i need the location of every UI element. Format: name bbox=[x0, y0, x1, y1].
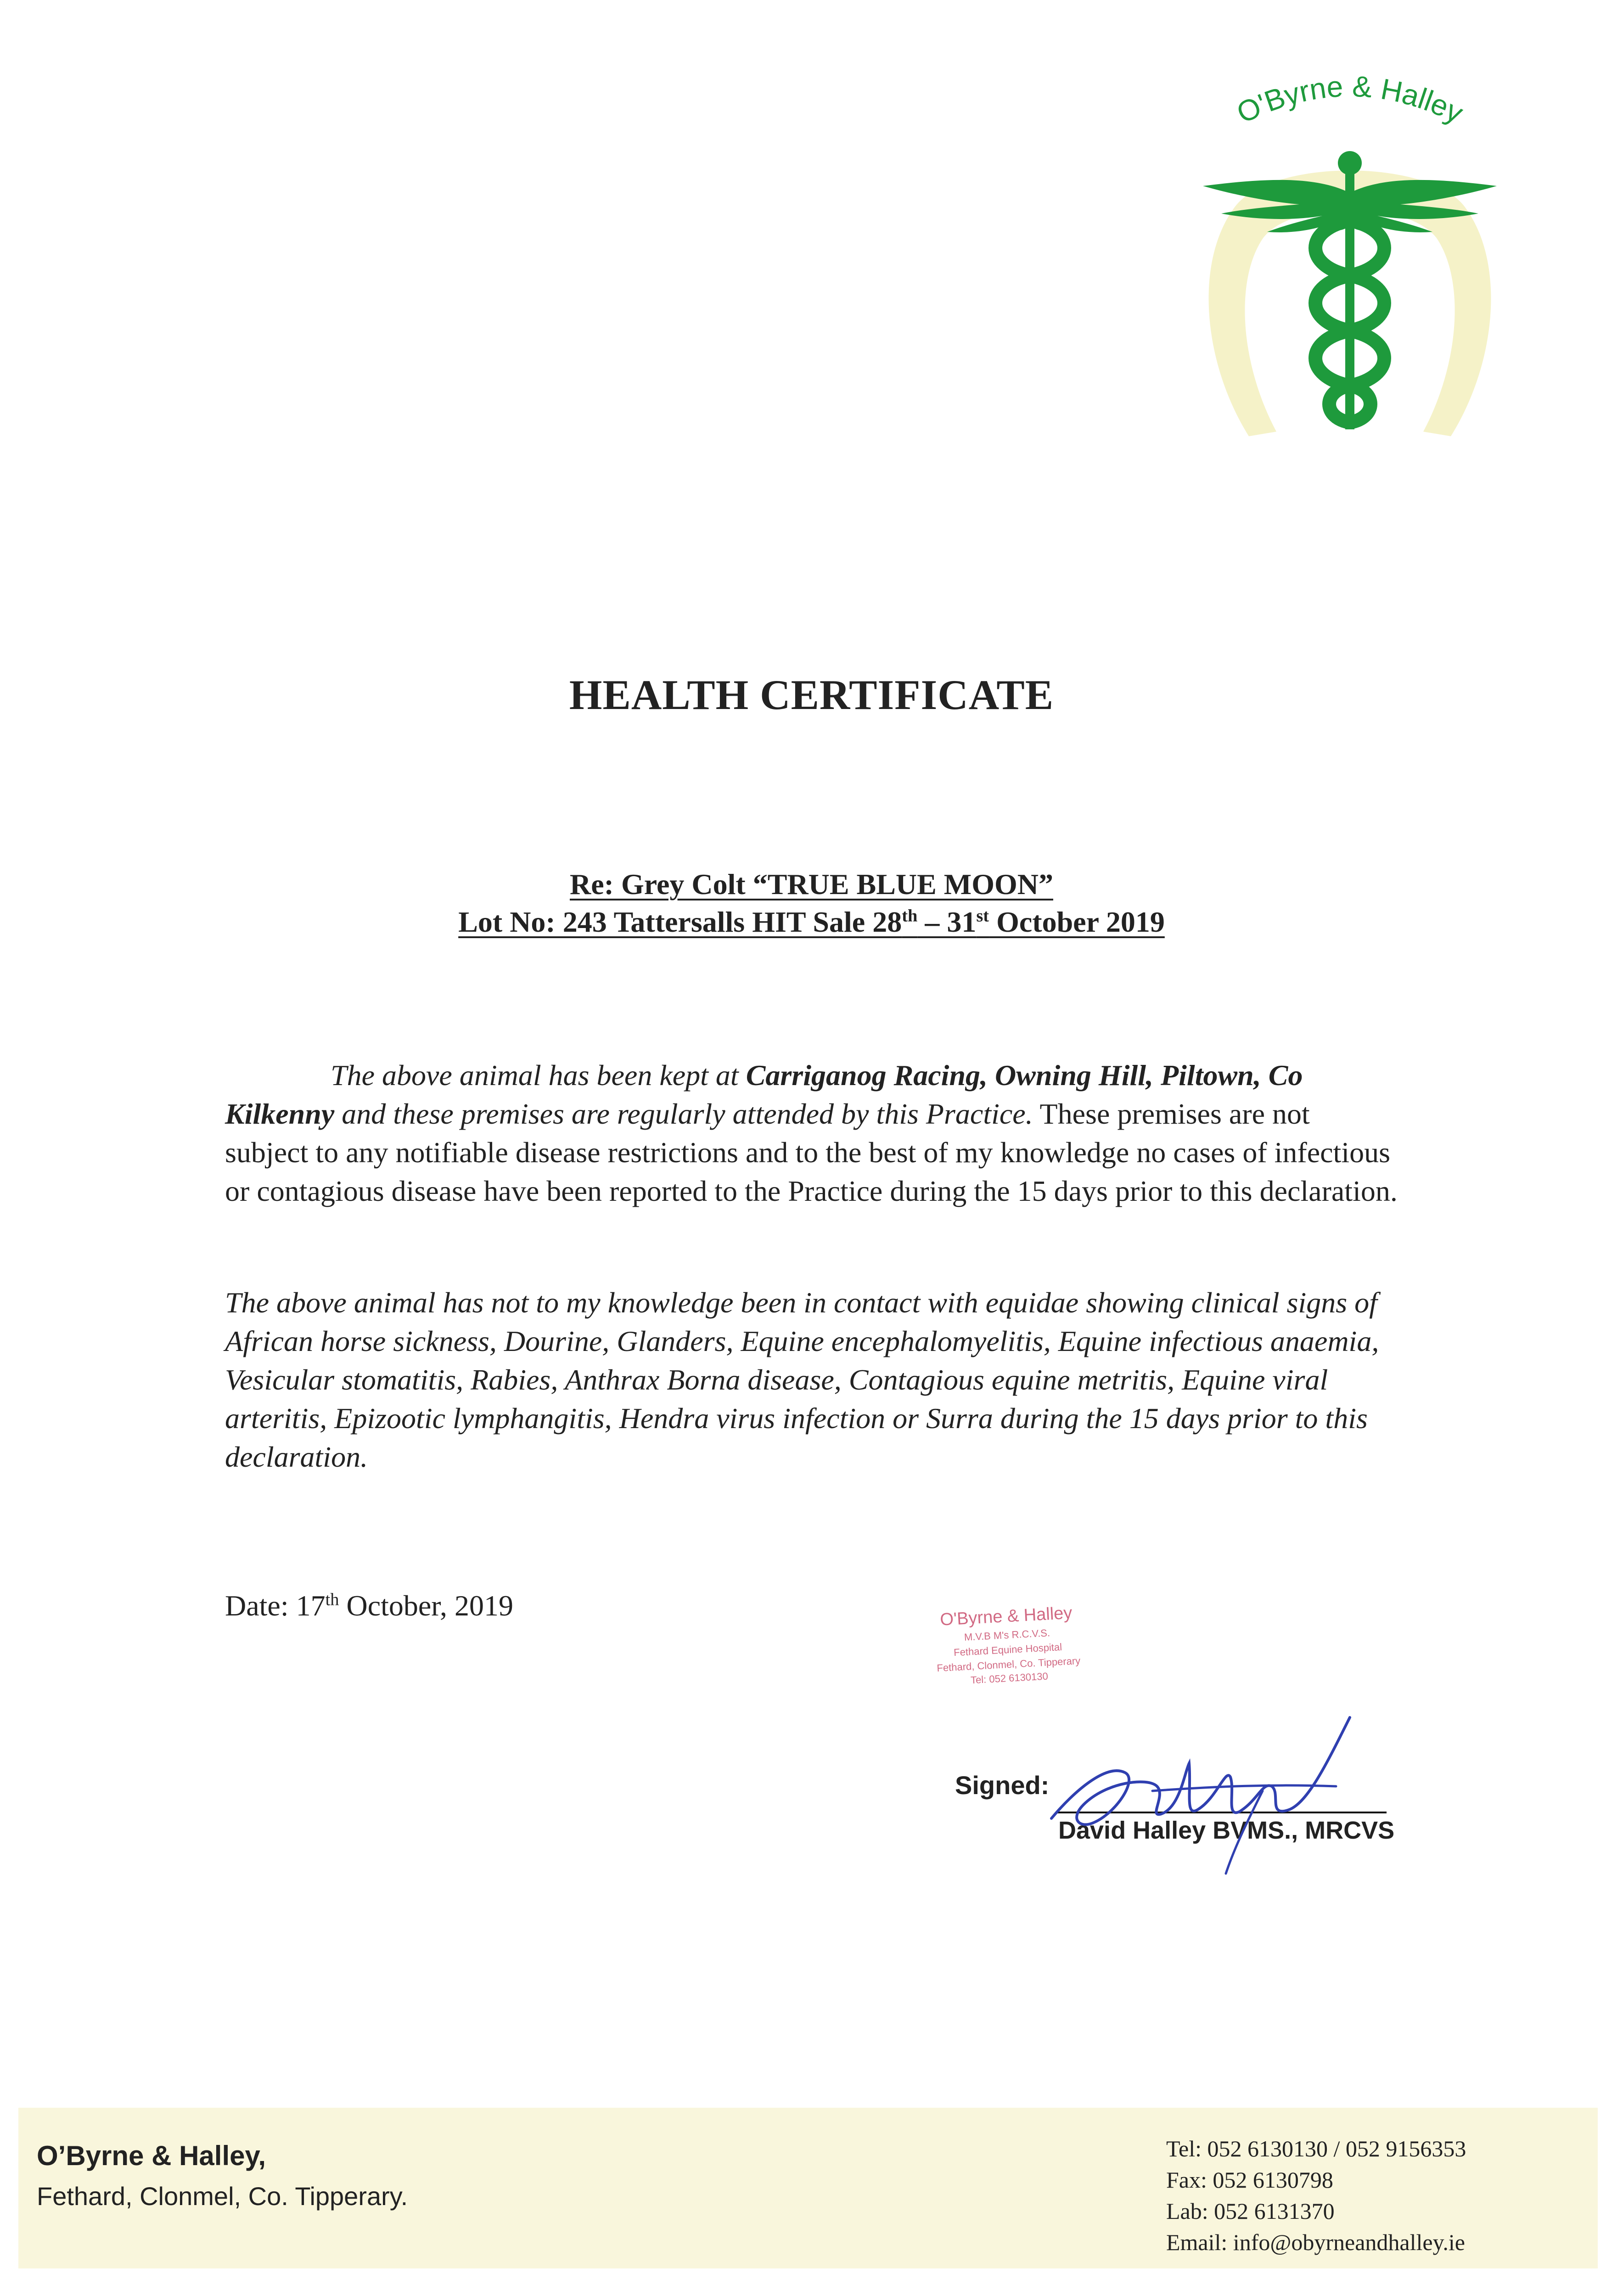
subject-line-horse: Re: Grey Colt “TRUE BLUE MOON” bbox=[570, 868, 1053, 900]
footer-tel: Tel: 052 6130130 / 052 9156353 bbox=[1166, 2136, 1466, 2161]
handwritten-signature bbox=[1033, 1681, 1364, 1883]
signer-name: David Halley BVMS., MRCVS bbox=[1058, 1817, 1395, 1844]
footer-address: Fethard, Clonmel, Co. Tipperary. bbox=[37, 2182, 408, 2211]
footer-fax: Fax: 052 6130798 bbox=[1166, 2167, 1333, 2193]
signed-label: Signed: bbox=[955, 1771, 1050, 1800]
footer-contact-block bbox=[1166, 2133, 1466, 2258]
svg-text:Fethard, Clonmel, Co. Tipperar: Fethard, Clonmel, Co. Tipperary bbox=[936, 1654, 1081, 1674]
premises-paragraph: The above animal has been kept at Carriganog Racing, Owning Hill, Piltown, Co Kilkenny and these premises are regularly attended by this Practice. These premises are not subject to any notifiable disease restrictions and to the best of my knowledge no cases of infectious or contagious disease have been reported to the Practice during the 15 days prior to this declaration. bbox=[225, 1059, 1398, 1207]
document-title: HEALTH CERTIFICATE bbox=[569, 671, 1054, 718]
subject-block bbox=[0, 866, 1623, 941]
logo-arc-text: O'Byrne & Halley bbox=[1231, 69, 1469, 130]
subject-line-lot: Lot No: 243 Tattersalls HIT Sale 28th – 31st October 2019 bbox=[458, 906, 1165, 938]
contact-paragraph: The above animal has not to my knowledge been in contact with equidae showing clinical signs of African horse sickness, Dourine, Glanders, Equine encephalomyelitis, Equine infectious anaemia, Vesicular stomatitis, Rabies, Anthrax Borna disease, Contagious equine metritis, Equine viral arteritis, Epizootic lymphangitis, Hendra virus infection or Surra during the 15 days prior to this declaration. bbox=[225, 1286, 1379, 1473]
svg-text:M.V.B M's R.C.V.S.: M.V.B M's R.C.V.S. bbox=[964, 1627, 1050, 1643]
footer-lab: Lab: 052 6131370 bbox=[1166, 2198, 1335, 2224]
svg-text:O'Byrne & Halley: O'Byrne & Halley bbox=[939, 1603, 1073, 1630]
svg-text:Tel: 052 6130130: Tel: 052 6130130 bbox=[970, 1670, 1049, 1686]
footer-practice-name: O’Byrne & Halley, bbox=[37, 2140, 266, 2171]
letterhead-footer bbox=[18, 2108, 1598, 2268]
svg-text:Fethard Equine Hospital: Fethard Equine Hospital bbox=[953, 1641, 1062, 1659]
premises-name: Carriganog Racing, Owning Hill, Piltown, Co Kilkenny bbox=[225, 1059, 1303, 1130]
footer-email: Email: info@obyrneandhalley.ie bbox=[1166, 2229, 1465, 2255]
declaration-date: Date: 17th October, 2019 bbox=[225, 1589, 514, 1622]
practice-logo bbox=[1185, 69, 1515, 445]
